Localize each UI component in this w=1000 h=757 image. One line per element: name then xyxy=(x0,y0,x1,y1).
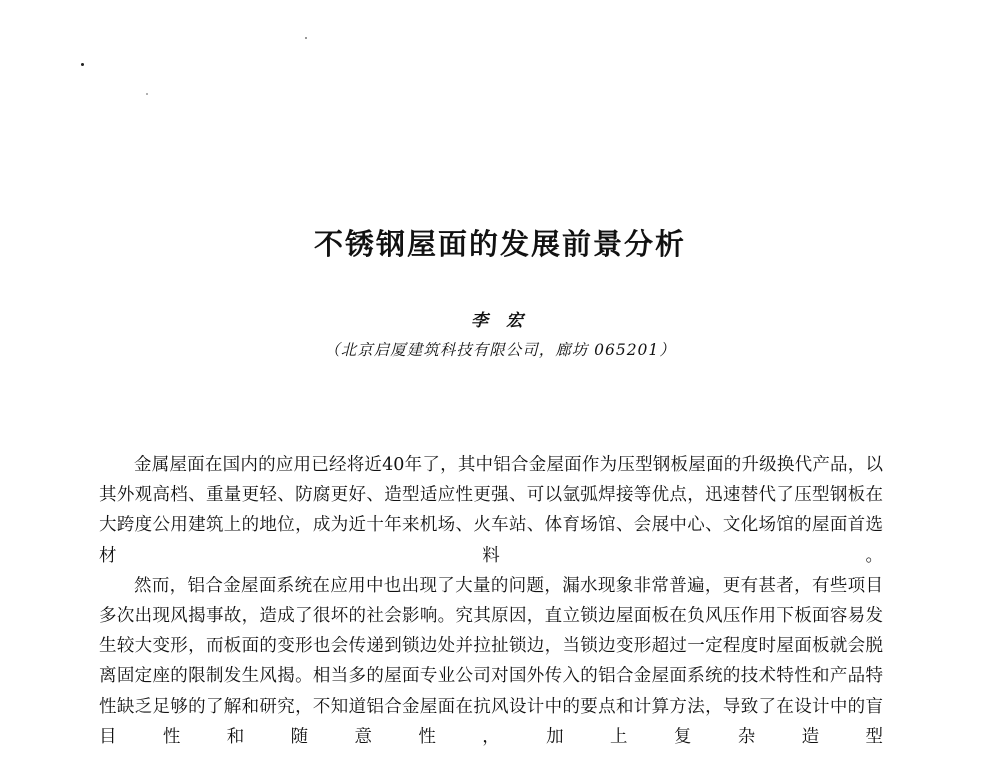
scan-speck xyxy=(81,63,84,66)
paragraph: 金属屋面在国内的应用已经将近40年了，其中铝合金屋面作为压型钢板屋面的升级换代产品，以其外观高档、重量更轻、防腐更好、造型适应性更强、可以氩弧焊接等优点，迅速替代了压型钢板在大跨度公用建筑上的地位，成为近十年来机场、火车站、体育场馆、会展中心、文化场馆的屋面首选材料。 xyxy=(99,455,883,566)
paper-title: 不锈钢屋面的发展前景分析 xyxy=(313,227,686,261)
paragraph: 然而，铝合金屋面系统在应用中也出现了大量的问题，漏水现象非常普遍，更有甚者，有些项目多次出现风揭事故，造成了很坏的社会影响。究其原因，直立锁边屋面板在负风压作用下板面容易发生较大变形，而板面的变形也会传递到锁边处并拉扯锁边，当锁边变形超过一定程度时屋面板就会脱离固定座的限制发生风揭。相当多的屋面专业公司对国外传入的铝合金屋面系统的技术特性和产品特性缺乏足够的了解和研究，不知道铝合金屋面在抗风设计中的要点和计算方法，导致了在设计中的盲目性和随意性，加上复杂造型 xyxy=(99,575,883,747)
body-text xyxy=(99,450,883,752)
author-name: 李 宏 xyxy=(471,311,529,331)
author-affiliation: （北京启厦建筑科技有限公司，廊坊 065201） xyxy=(324,341,676,359)
scan-speck xyxy=(305,37,307,39)
scan-speck xyxy=(146,93,148,95)
